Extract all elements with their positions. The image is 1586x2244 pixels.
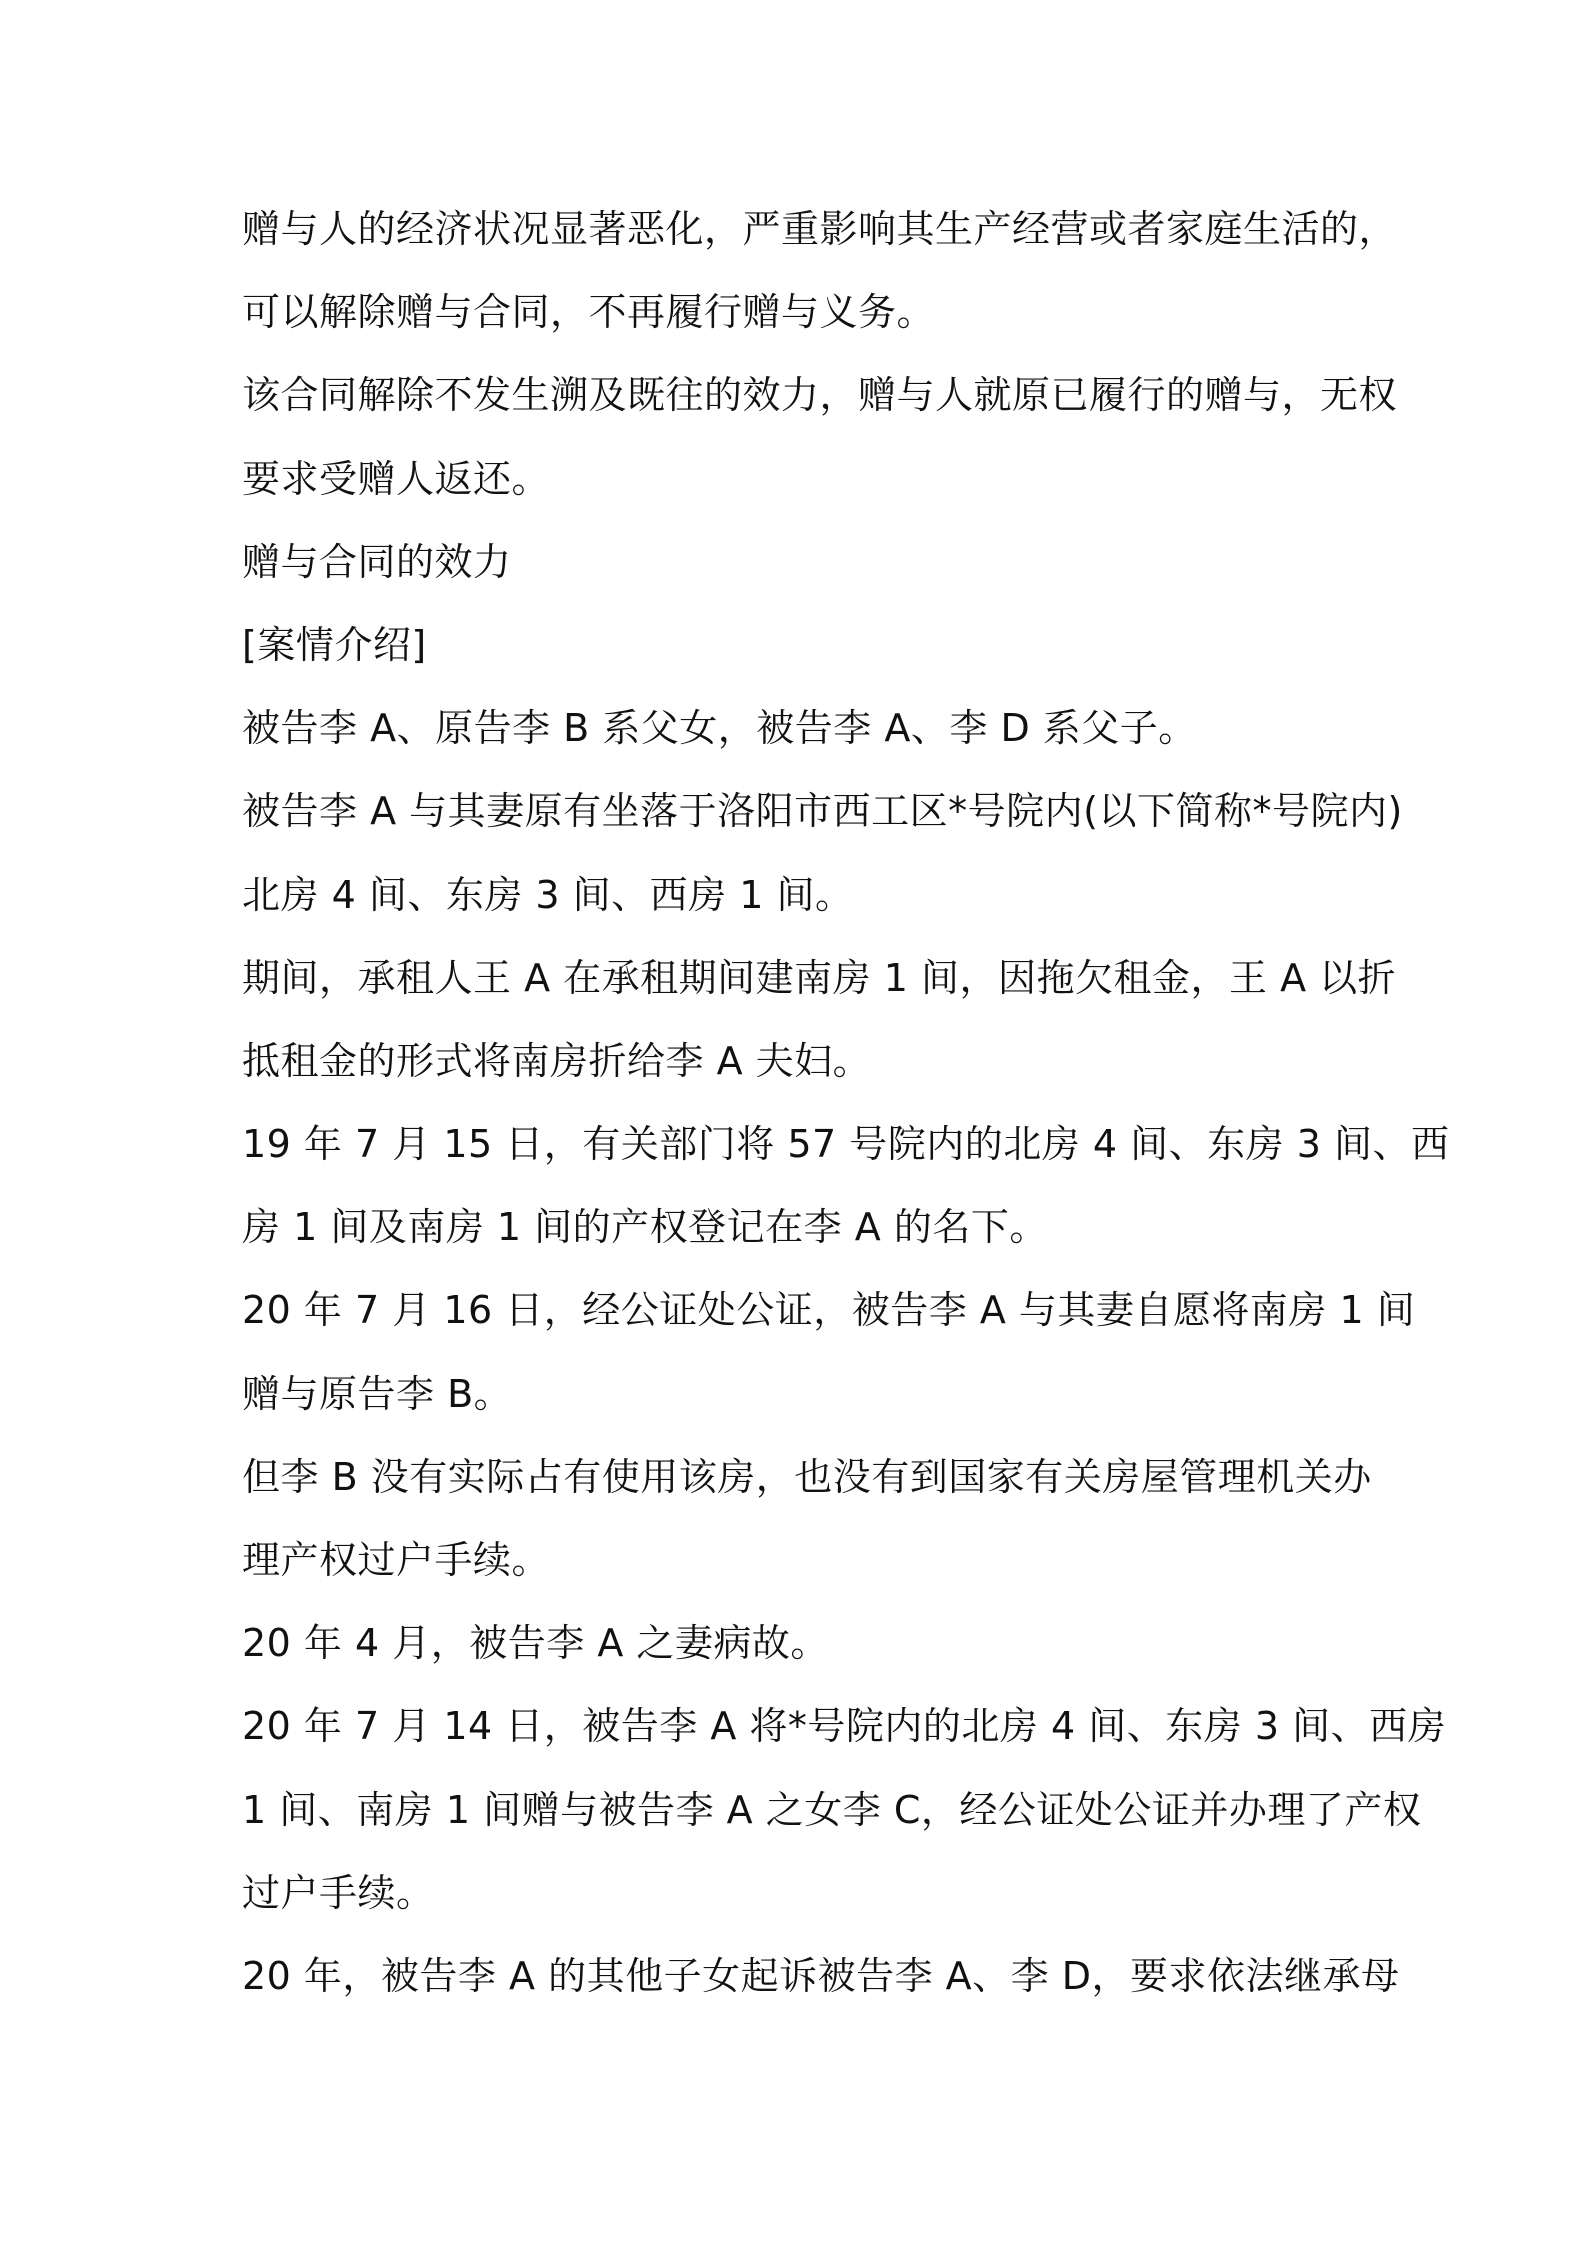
text-line: 20 年 7 月 14 日，被告李 A 将*号院内的北房 4 间、东房 3 间、西房 [242, 1704, 1447, 1749]
document-body [242, 198, 1450, 2028]
text-line: 要求受赠人返还。 [242, 456, 551, 501]
text-line: 20 年，被告李 A 的其他子女起诉被告李 A、李 D，要求依法继承母 [242, 1953, 1400, 1998]
text-line: 理产权过户手续。 [242, 1538, 551, 1582]
text-line: 赠与人的经济状况显著恶化，严重影响其生产经营或者家庭生活的， [242, 207, 1398, 251]
text-line: 20 年 7 月 16 日，经公证处公证，被告李 A 与其妻自愿将南房 1 间 [242, 1288, 1416, 1333]
text-line: 20 年 4 月，被告李 A 之妻病故。 [242, 1621, 829, 1666]
text-line: 房 1 间及南房 1 间的产权登记在李 A 的名下。 [242, 1205, 1048, 1250]
section-heading: 赠与合同的效力 [242, 539, 512, 584]
text-line: 被告李 A 与其妻原有坐落于洛阳市西工区*号院内(以下简称*号院内) [242, 789, 1403, 834]
text-line: 可以解除赠与合同，不再履行赠与义务。 [242, 290, 936, 335]
text-line: 被告李 A、原告李 B 系父女，被告李 A、李 D 系父子。 [242, 706, 1197, 751]
text-line: 1 间、南房 1 间赠与被告李 A 之女李 C，经公证处公证并办理了产权 [242, 1787, 1422, 1832]
text-line: 期间，承租人王 A 在承租期间建南房 1 间，因拖欠租金，王 A 以折 [242, 955, 1397, 1000]
text-line: 赠与原告李 B。 [242, 1371, 513, 1416]
section-label: [案情介绍] [242, 622, 427, 667]
text-line: 该合同解除不发生溯及既往的效力，赠与人就原已履行的赠与，无权 [242, 373, 1398, 418]
text-line: 过户手续。 [242, 1870, 435, 1915]
text-line: 但李 B 没有实际占有使用该房，也没有到国家有关房屋管理机关办 [242, 1454, 1372, 1499]
text-line: 北房 4 间、东房 3 间、西房 1 间。 [242, 872, 854, 917]
text-line: 抵租金的形式将南房折给李 A 夫妇。 [242, 1038, 872, 1083]
text-line: 19 年 7 月 15 日，有关部门将 57 号院内的北房 4 间、东房 3 间、西 [242, 1122, 1450, 1167]
